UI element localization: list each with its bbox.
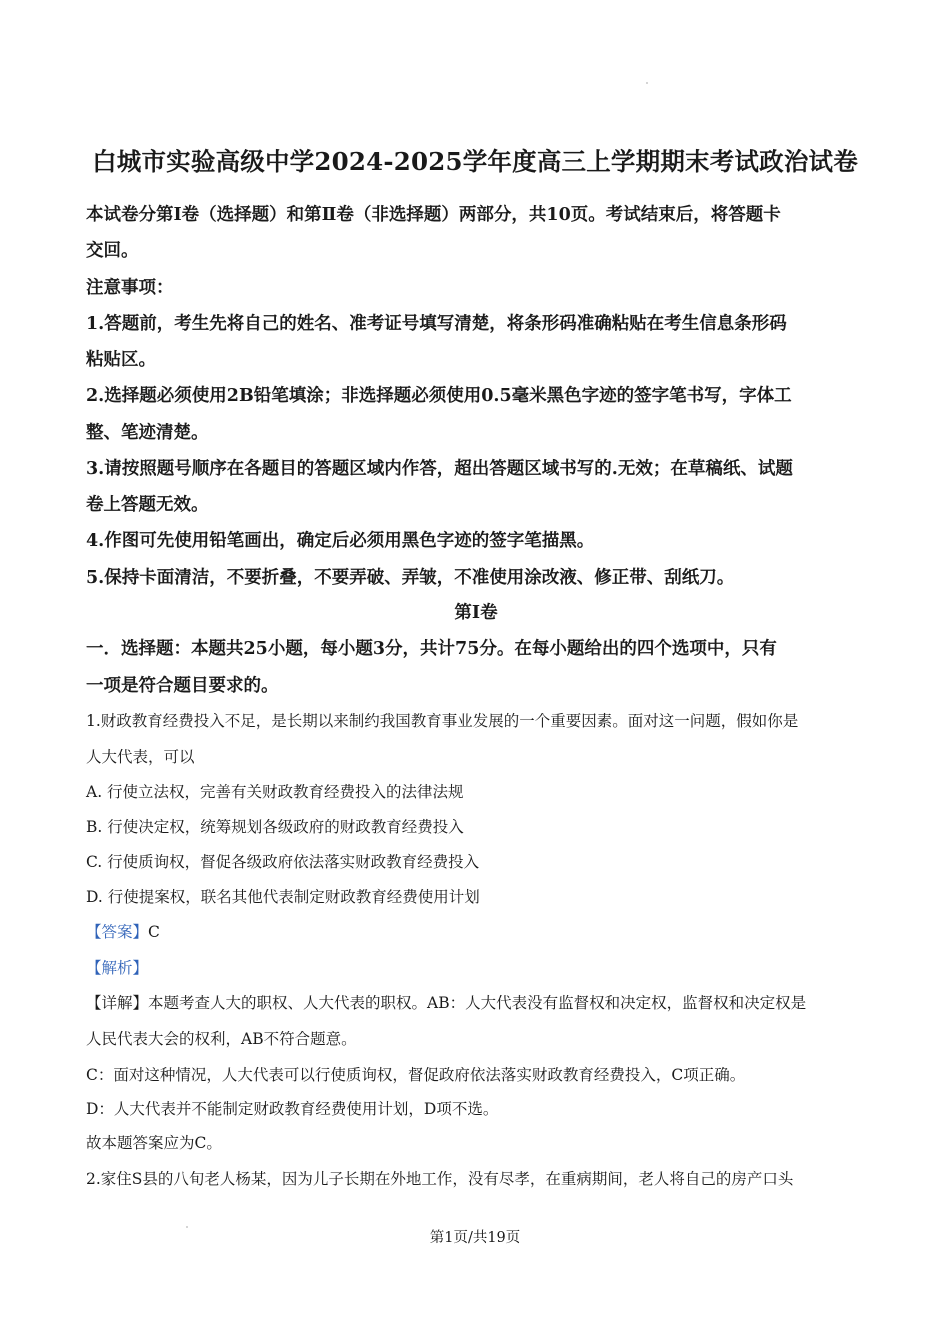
notice-heading: 注意事项： (86, 278, 174, 298)
question-stem: 人大代表，可以 (86, 748, 195, 766)
option-b: B. 行使决定权，统筹规划各级政府的财政教育经费投入 (86, 818, 464, 836)
answer-value: C (148, 923, 160, 941)
volume-heading: 第Ⅰ卷 (454, 603, 498, 623)
detail-line: D：人大代表并不能制定财政教育经费使用计划，D项不选。 (86, 1100, 499, 1118)
notice-item: 卷上答题无效。 (86, 495, 209, 515)
answer-line (86, 920, 866, 942)
detail-line: 故本题答案应为C。 (86, 1134, 222, 1152)
notice-item: 1.答题前，考生先将自己的姓名、准考证号填写清楚，将条形码准确粘贴在考生信息条形码 (86, 314, 787, 334)
exam-title: 白城市实验高级中学2024-2025学年度高三上学期期末考试政治试卷 (92, 147, 858, 176)
question-stem: 2.家住S县的八旬老人杨某，因为儿子长期在外地工作，没有尽孝，在重病期间，老人将自己的房产口头 (86, 1170, 794, 1188)
section-heading: 一项是符合题目要求的。 (86, 676, 279, 696)
option-d: D. 行使提案权，联名其他代表制定财政教育经费使用计划 (86, 888, 480, 906)
detail-line: 【详解】本题考查人大的职权、人大代表的职权。AB：人大代表没有监督权和决定权，监督权和决定权是 (86, 994, 807, 1012)
answer-label: 【答案】 (86, 923, 149, 941)
section-heading: 一．选择题：本题共25小题，每小题3分，共计75分。在每小题给出的四个选项中，只有 (86, 639, 777, 659)
analysis-label: 【解析】 (86, 959, 149, 977)
intro-line: 交回。 (86, 241, 139, 261)
notice-item: 整、笔迹清楚。 (86, 423, 209, 443)
notice-item: 3.请按照题号顺序在各题目的答题区域内作答，超出答题区域书写的.无效；在草稿纸、试题 (86, 459, 793, 479)
option-c: C. 行使质询权，督促各级政府依法落实财政教育经费投入 (86, 853, 480, 871)
scan-speck (646, 82, 648, 84)
page-number: 第1页/共19页 (429, 1230, 521, 1246)
intro-line: 本试卷分第Ⅰ卷（选择题）和第Ⅱ卷（非选择题）两部分，共10页。考试结束后，将答题卡 (86, 205, 781, 225)
notice-item: 5.保持卡面清洁，不要折叠，不要弄破、弄皱，不准使用涂改液、修正带、刮纸刀。 (86, 568, 735, 588)
notice-item: 2.选择题必须使用2B铅笔填涂；非选择题必须使用0.5毫米黑色字迹的签字笔书写，字体工 (86, 386, 792, 406)
option-a: A. 行使立法权，完善有关财政教育经费投入的法律法规 (86, 783, 464, 801)
detail-line: 人民代表大会的权利，AB不符合题意。 (86, 1030, 357, 1048)
detail-line: C：面对这种情况，人大代表可以行使质询权，督促政府依法落实财政教育经费投入，C项正确。 (86, 1066, 746, 1084)
notice-item: 4.作图可先使用铅笔画出，确定后必须用黑色字迹的签字笔描黑。 (86, 531, 595, 551)
question-stem: 1.财政教育经费投入不足，是长期以来制约我国教育事业发展的一个重要因素。面对这一问题，假如你是 (86, 712, 799, 730)
notice-item: 粘贴区。 (86, 350, 156, 370)
